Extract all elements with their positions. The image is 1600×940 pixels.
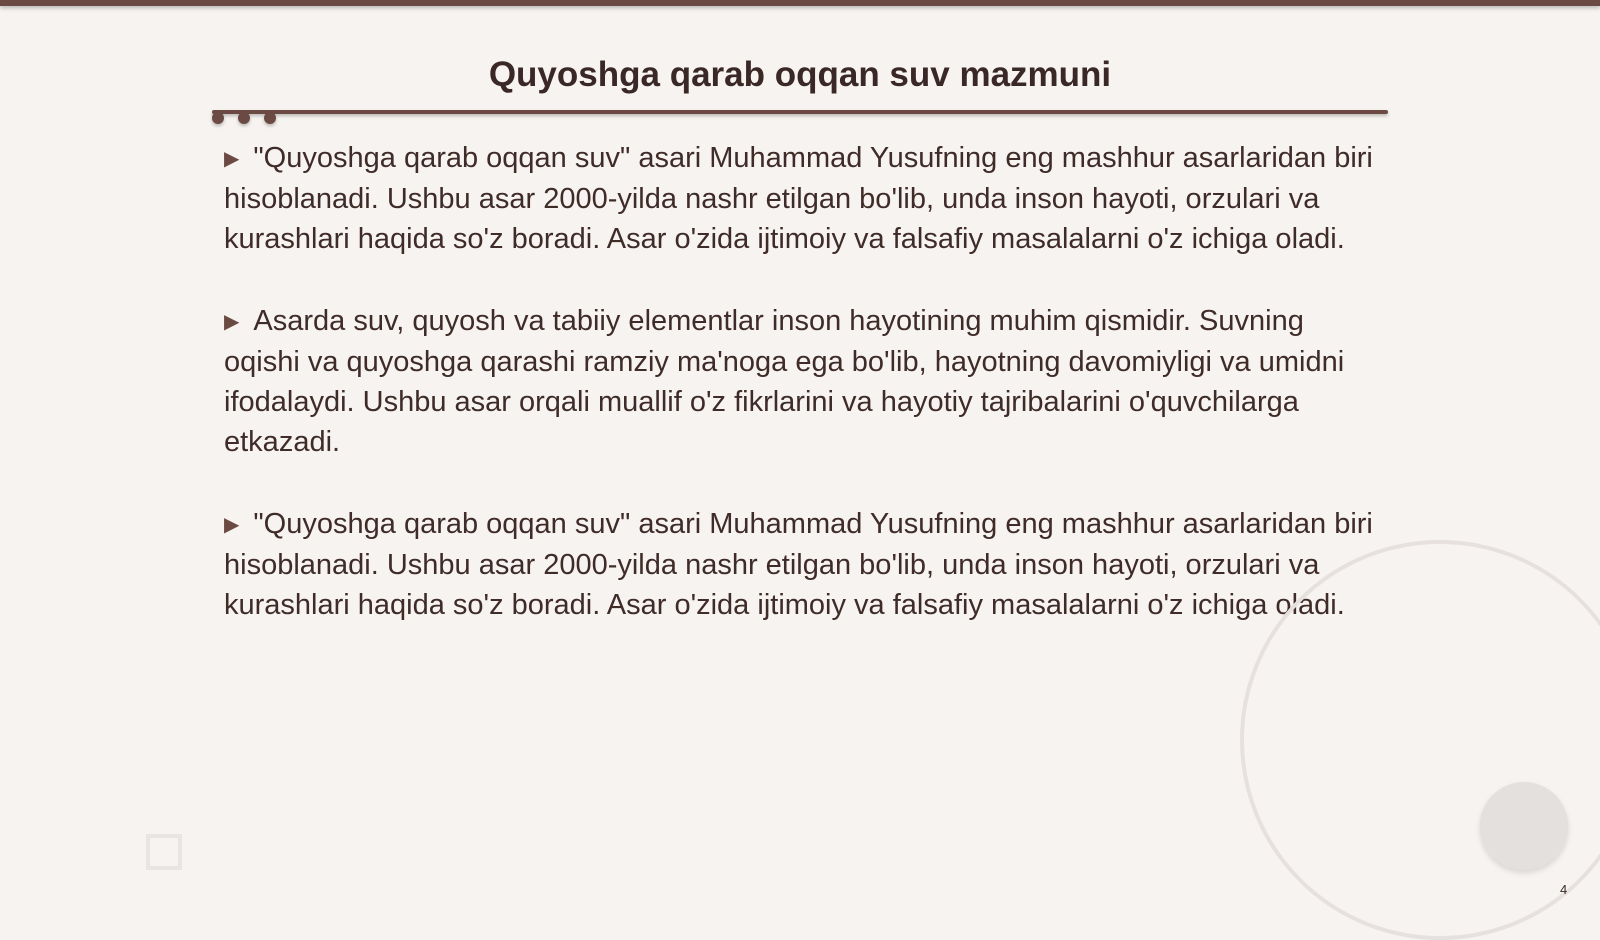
title-underline-dot <box>238 112 250 124</box>
decorative-square <box>146 834 182 870</box>
bullet-text: "Quyoshga qarab oqqan suv" asari Muhammad Yusufning eng mashhur asarlaridan biri hisoblanadi. Ushbu asar 2000-yilda nashr etilgan bo'lib, unda inson hayoti, orzulari va kurashlari haqida so'z boradi. Asar o'zida ijtimoiy va falsafiy masalalarni o'z ichiga oladi. <box>224 508 1373 621</box>
play-arrow-icon: ▶ <box>224 311 240 333</box>
slide-title: Quyoshga qarab oqqan suv mazmuni <box>488 55 1112 94</box>
bullet-list <box>224 138 1384 667</box>
bullet-text: Asarda suv, quyosh va tabiiy elementlar inson hayotining muhim qismidir. Suvning oqishi va quyoshga qarashi ramziy ma'noga ega bo'lib, hayotning davomiyligi va umidni ifodalaydi. Ushbu asar orqali muallif o'z fikrlarini va hayotiy tajribalarini o'quvchilarga etkazadi. <box>224 305 1345 458</box>
bullet-item <box>224 504 1384 625</box>
decorative-disc <box>1480 782 1568 870</box>
top-accent-bar <box>0 0 1600 6</box>
title-underline-dot <box>212 112 224 124</box>
title-underline-dot <box>264 112 276 124</box>
bullet-text: "Quyoshga qarab oqqan suv" asari Muhammad Yusufning eng mashhur asarlaridan biri hisoblanadi. Ushbu asar 2000-yilda nashr etilgan bo'lib, unda inson hayoti, orzulari va kurashlari haqida so'z boradi. Asar o'zida ijtimoiy va falsafiy masalalarni o'z ichiga oladi. <box>224 142 1373 255</box>
slide-number: 4 <box>1560 882 1568 897</box>
play-arrow-icon: ▶ <box>224 514 240 536</box>
bullet-item <box>224 301 1384 462</box>
title-underline <box>212 110 1388 114</box>
play-arrow-icon: ▶ <box>224 148 240 170</box>
bullet-item <box>224 138 1384 259</box>
